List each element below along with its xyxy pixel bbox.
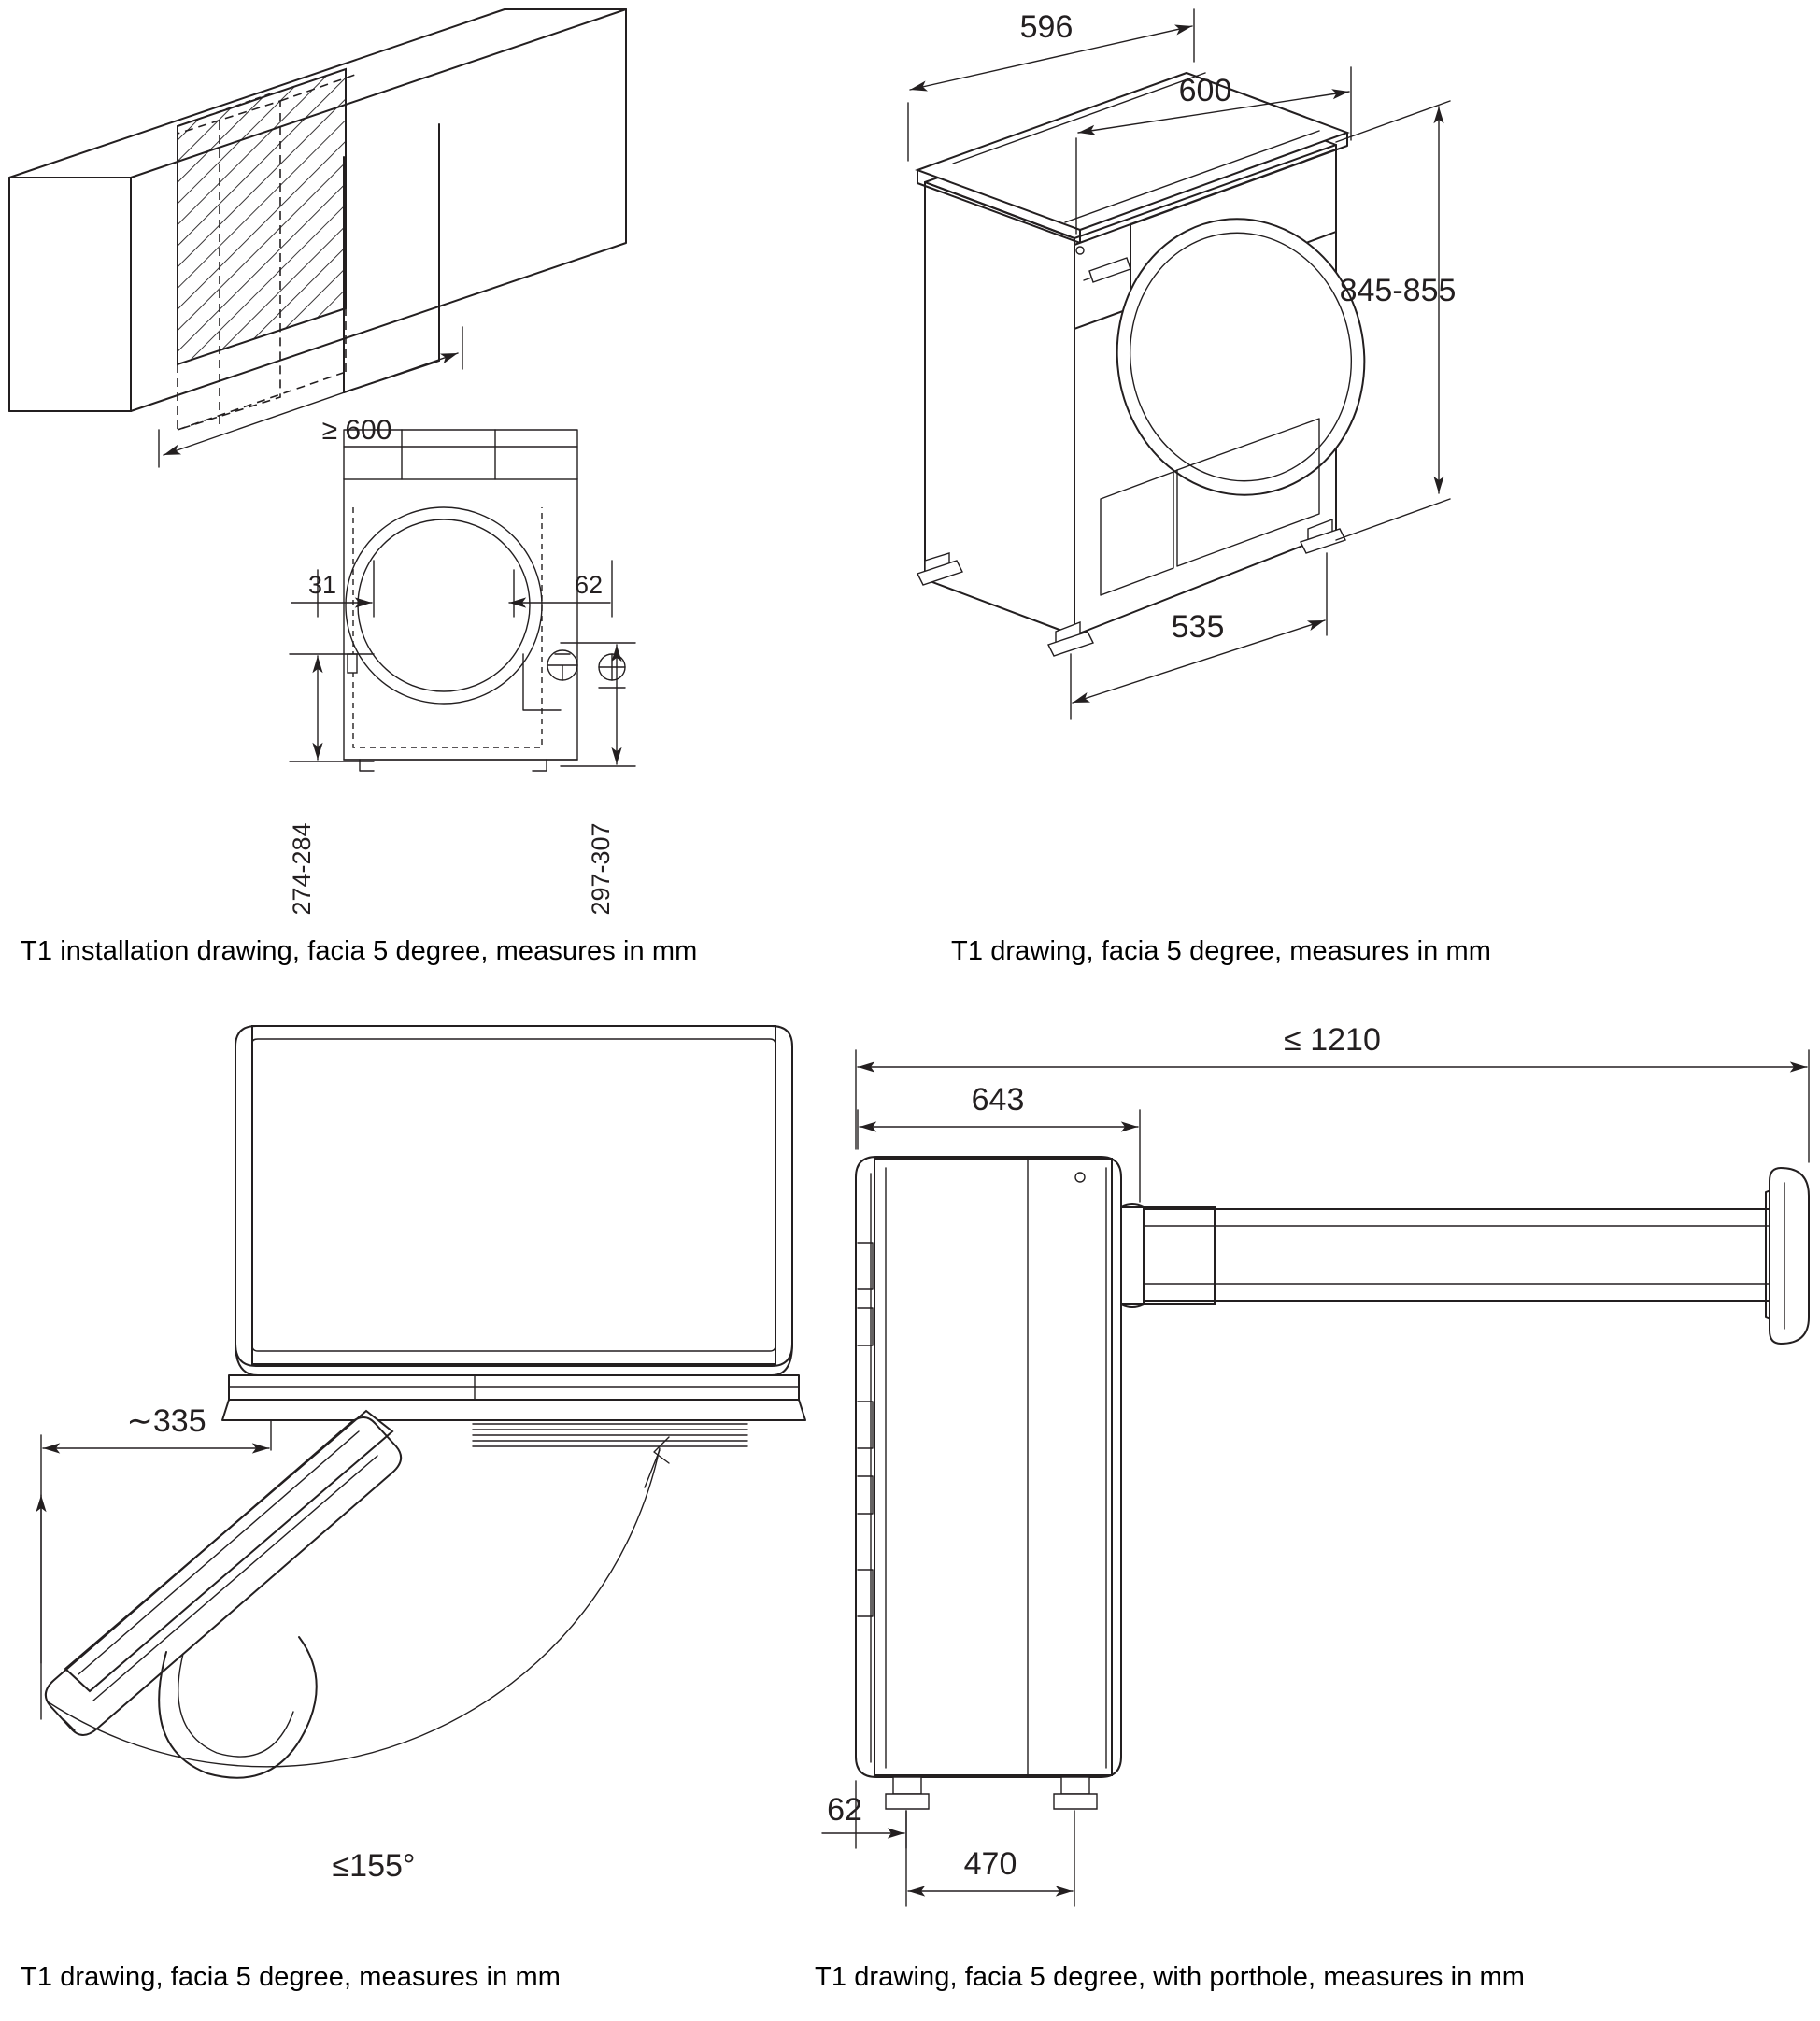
porthole-door xyxy=(1121,1168,1809,1344)
drum-door xyxy=(1100,203,1383,511)
dim-label-door-angle: ≤155° xyxy=(332,1848,416,1884)
dryer-front-small xyxy=(344,430,625,771)
dimension-foot-span xyxy=(1071,553,1327,719)
front-drawing-svg xyxy=(897,0,1820,934)
caption-front-drawing: T1 drawing, facia 5 degree, measures in mm xyxy=(951,936,1492,966)
dim-label-body-depth: 643 xyxy=(971,1082,1025,1117)
dryer-side-view xyxy=(856,1157,1121,1777)
vent-grille xyxy=(473,1424,747,1446)
dim-label-body-width: 600 xyxy=(1178,73,1232,108)
dim-label-foot-depth: 470 xyxy=(963,1846,1017,1882)
dim-label-niche-depth: ≥ 600 xyxy=(321,415,392,446)
panel-porthole-drawing xyxy=(803,1009,1820,2021)
adjustable-feet xyxy=(917,519,1345,656)
dim-label-foot-span: 535 xyxy=(1171,609,1225,645)
open-door-leaf xyxy=(46,1411,401,1735)
dim-label-total-depth: ≤ 1210 xyxy=(1284,1022,1381,1058)
dim-label-left-offset: 31 xyxy=(307,571,337,599)
dim-label-height-left: 274-284 xyxy=(288,822,316,916)
niche-hatched-area xyxy=(178,69,346,364)
panel-installation-drawing xyxy=(0,0,888,990)
panel-front-drawing xyxy=(897,0,1820,990)
angle-leader xyxy=(645,1450,660,1487)
dim-label-plinth-offset: 62 xyxy=(827,1792,862,1828)
dryer-top-view xyxy=(222,1026,805,1446)
door-swing-arc xyxy=(49,1437,669,1767)
dim-label-height-range: 845-855 xyxy=(1339,273,1457,308)
installation-drawing-svg xyxy=(0,0,888,934)
caption-installation-drawing: T1 installation drawing, facia 5 degree, measures in mm xyxy=(21,936,698,966)
dim-label-door-depth: ∼335 xyxy=(126,1403,206,1439)
side-feet xyxy=(886,1777,1097,1809)
dimension-foot-depth xyxy=(906,1811,1074,1906)
panel-door-opening-drawing xyxy=(0,1009,813,2021)
door-glass-bowl xyxy=(159,1637,317,1778)
porthole-drawing-svg xyxy=(803,1009,1820,1953)
dim-label-top-width: 596 xyxy=(1019,9,1074,45)
dim-label-right-offset: 62 xyxy=(574,571,604,599)
caption-door-opening-drawing: T1 drawing, facia 5 degree, measures in mm xyxy=(21,1962,562,1992)
dim-label-height-right: 297-307 xyxy=(587,822,615,916)
caption-porthole-drawing: T1 drawing, facia 5 degree, with porthole, measures in mm xyxy=(815,1962,1526,1992)
door-opening-svg xyxy=(0,1009,813,1953)
